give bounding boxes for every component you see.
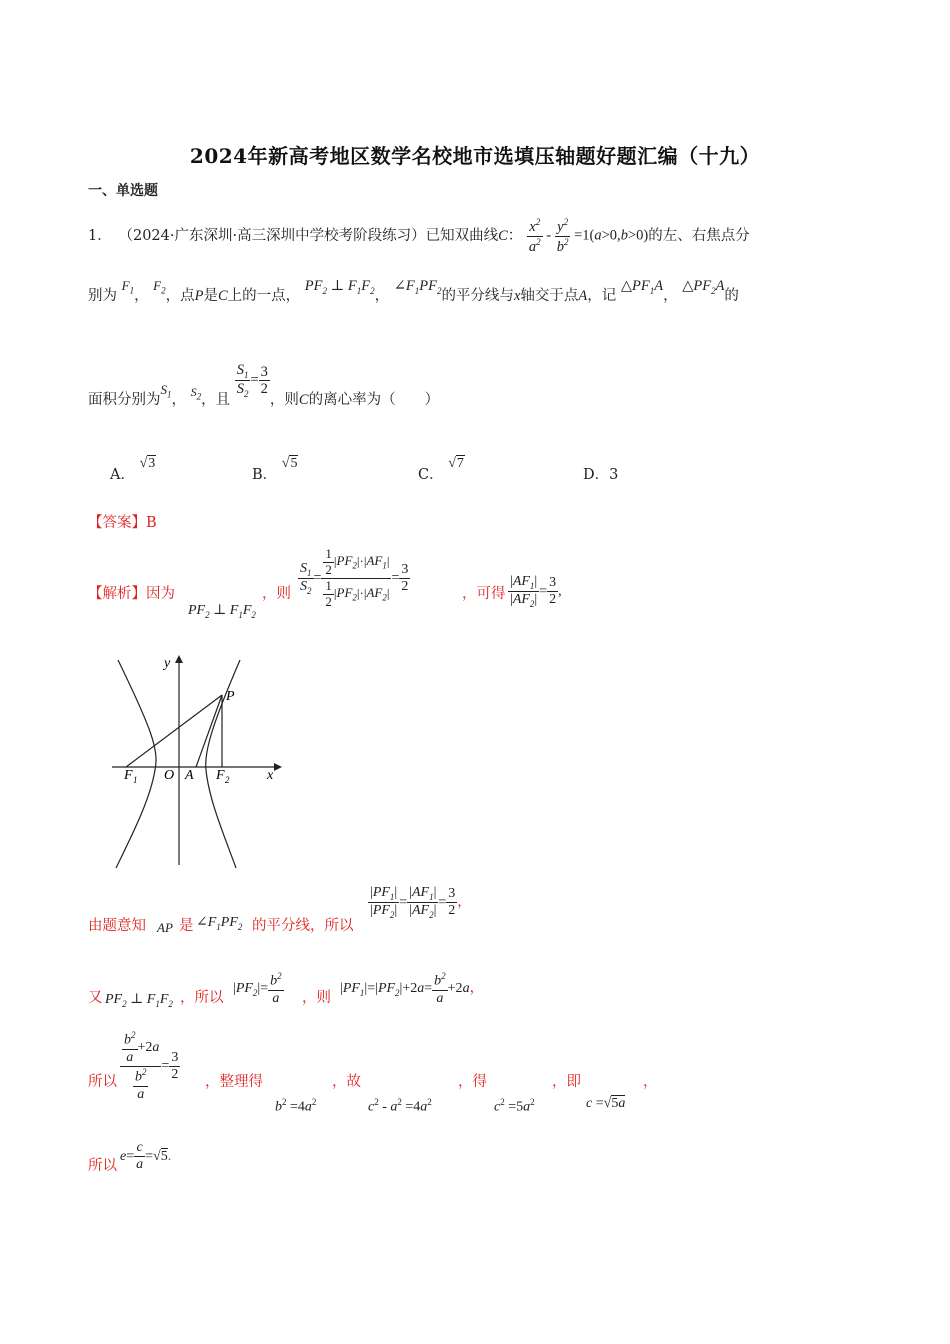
question-line-1: 1． （2024·广东深圳·高三深圳中学校考阶段练习）已知双曲线C： $\frac{x^2}{a^2}$ - $\frac{y^2}{b^2}$ =1(a>0,b>0)的左、右焦点分 — [88, 217, 750, 255]
option-d[interactable]: D．3 — [583, 467, 619, 483]
math-bisector-ratio: $\frac{|PF_1|}{|PF_2|}$ = $\frac{|AF_1|}{|AF_2|}$ = $\frac{3}{2}$ ， — [370, 885, 472, 920]
math-angle: $\angle F_1PF_2$ — [196, 915, 243, 932]
math-big-fraction: $\frac{b^2}{a}$ +2a $\frac{b^2}{a}$ = $\frac{3}{2}$ — [120, 1030, 180, 1103]
answer-line — [88, 511, 157, 532]
label-x: x — [267, 768, 274, 783]
analysis-label: 【解析】 — [88, 586, 146, 602]
label-a: A — [185, 768, 194, 783]
answer-label: 【答案】 — [88, 515, 146, 531]
label-y: y — [164, 656, 171, 671]
label-f2-sub: 2 — [225, 775, 230, 785]
hyperbola-figure — [112, 655, 282, 870]
hyperbola-left-branch — [116, 660, 156, 868]
segment-pa — [196, 695, 222, 767]
label-f1-sub: 1 — [133, 775, 138, 785]
label-f2: F — [216, 768, 225, 783]
question-number: 1． — [88, 228, 112, 244]
math-c: c =√5a — [586, 1096, 626, 1111]
math-eccentricity: e= $\frac{c}{a}$ =√5. — [120, 1140, 172, 1173]
math-c2-a2: $c^2 - a^2 =4a^2$ — [368, 1097, 432, 1115]
analysis-line-1: 【解析】因为 — [88, 586, 175, 602]
question-source: （2024·广东深圳·高三深圳中学校考阶段练习） — [125, 228, 426, 244]
label-p: P — [226, 689, 235, 704]
label-o: O — [164, 768, 175, 783]
y-axis-arrow — [175, 655, 183, 663]
math-c2: $c^2 =5a^2$ — [494, 1097, 535, 1115]
page-title: 2024年新高考地区数学名校地市选填压轴题好题汇编（十九） — [189, 144, 761, 168]
hyperbola-equation: $\frac{x^2}{a^2}$ - $\frac{y^2}{b^2}$ =1(a>0,b>0) — [528, 217, 649, 255]
math-pf1: $|PF_1|=|PF_2|+2a=$ $\frac{b^2}{a}$ +2a， — [340, 971, 484, 1006]
math-b2: $b^2 =4a^2$ — [275, 1097, 317, 1115]
question-line-2: 别为 $F_1$， $F_2$，点P是C上的一点， $PF_2$ ⊥ $F_1F_2$， $\angle F_1PF_2$的平分线与x轴交于点A，记 $\triangle PF_1A$， $\triangle PF_2A$的 — [88, 278, 739, 304]
x-axis-arrow — [274, 763, 282, 771]
math-area-ratio: $\frac{S_1}{S_2}$ = $\frac{1}{2}$ $|PF_2|\cdot|AF_1|$ $\frac{1}{2}$ $|PF_2|\cdot|AF_2|$ = $\frac{3}{2}$ — [300, 546, 409, 609]
segment-pf1 — [126, 695, 222, 767]
option-b[interactable]: B． √5 — [252, 456, 298, 483]
section-heading: 一、单选题 — [88, 183, 158, 199]
hyperbola-right-branch — [206, 660, 240, 868]
math-pf2: $|PF_2|=$ $\frac{b^2}{a}$ — [233, 971, 282, 1006]
option-a[interactable]: A． √3 — [110, 456, 156, 483]
answer-value: B — [146, 515, 157, 531]
math-af-ratio: $\frac{|AF_1|}{|AF_2|}$ = $\frac{3}{2}$ , — [510, 574, 562, 609]
math-perp-1: $PF_2$ ⊥ $F_1F_2$ — [188, 603, 256, 620]
label-f1: F — [124, 768, 133, 783]
option-c[interactable]: C． √7 — [418, 456, 464, 483]
question-line-3: 面积分别为$S_1$， $_{S_2}$，且 $\frac{S_1}{S_2}$ = $\frac{3}{2}$ ，则C的离心率为（ ） — [88, 362, 440, 408]
